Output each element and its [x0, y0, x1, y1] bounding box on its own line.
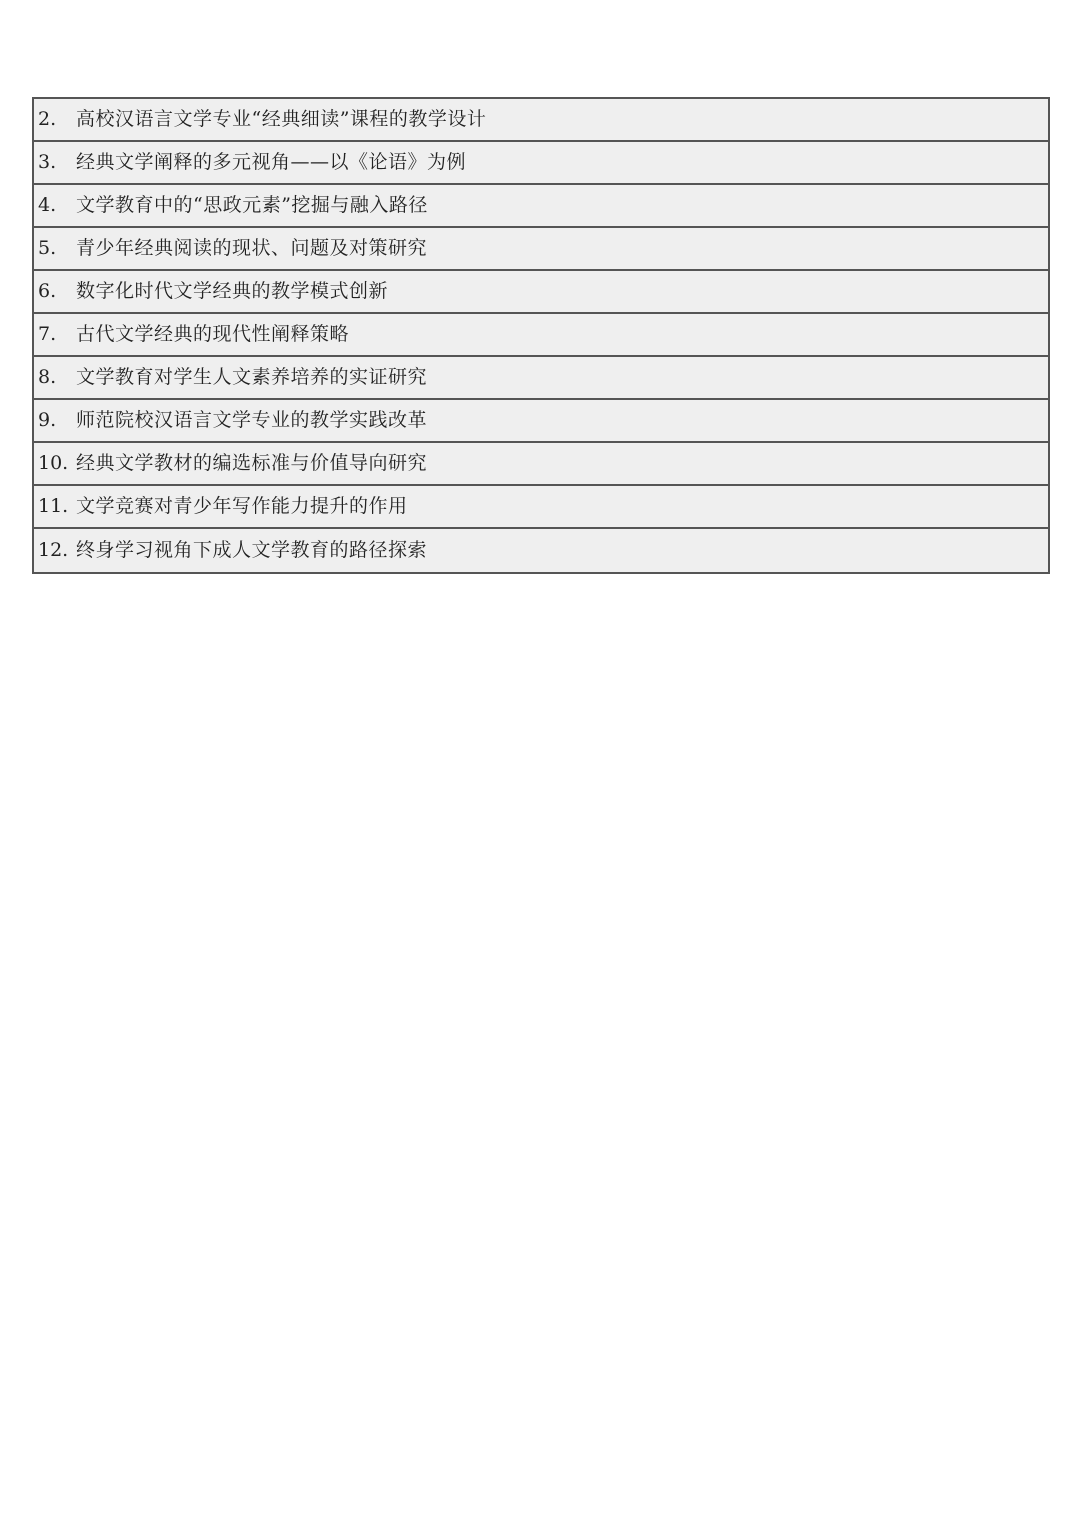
row-number: 12.	[38, 539, 69, 561]
row-title: 师范院校汉语言文学专业的教学实践改革	[76, 409, 428, 431]
table-row	[34, 228, 1048, 271]
row-title: 文学竞赛对青少年写作能力提升的作用	[76, 495, 408, 517]
table-row	[34, 314, 1048, 357]
table-row	[34, 357, 1048, 400]
row-title: 经典文学阐释的多元视角——以《论语》为例	[76, 151, 467, 173]
table-row	[34, 529, 1048, 572]
table-row	[34, 400, 1048, 443]
row-number: 7.	[38, 323, 57, 345]
row-title: 青少年经典阅读的现状、问题及对策研究	[76, 237, 428, 259]
row-number: 8.	[38, 366, 57, 388]
row-title: 经典文学教材的编选标准与价值导向研究	[76, 452, 428, 474]
row-number: 2.	[38, 108, 57, 130]
row-number: 5.	[38, 237, 57, 259]
row-number: 11.	[38, 495, 69, 517]
topic-table	[32, 97, 1050, 574]
row-title: 高校汉语言文学专业“经典细读”课程的教学设计	[76, 108, 487, 130]
row-number: 6.	[38, 280, 57, 302]
row-number: 4.	[38, 194, 57, 216]
row-title: 终身学习视角下成人文学教育的路径探索	[76, 539, 428, 561]
table-row	[34, 185, 1048, 228]
row-title: 数字化时代文学经典的教学模式创新	[76, 280, 389, 302]
table-row	[34, 443, 1048, 486]
row-number: 10.	[38, 452, 69, 474]
table-row	[34, 142, 1048, 185]
table-row	[34, 99, 1048, 142]
table-row	[34, 271, 1048, 314]
row-title: 文学教育对学生人文素养培养的实证研究	[76, 366, 428, 388]
table-row	[34, 486, 1048, 529]
row-number: 9.	[38, 409, 57, 431]
row-title: 文学教育中的“思政元素”挖掘与融入路径	[76, 194, 428, 216]
row-number: 3.	[38, 151, 57, 173]
row-title: 古代文学经典的现代性阐释策略	[76, 323, 350, 345]
